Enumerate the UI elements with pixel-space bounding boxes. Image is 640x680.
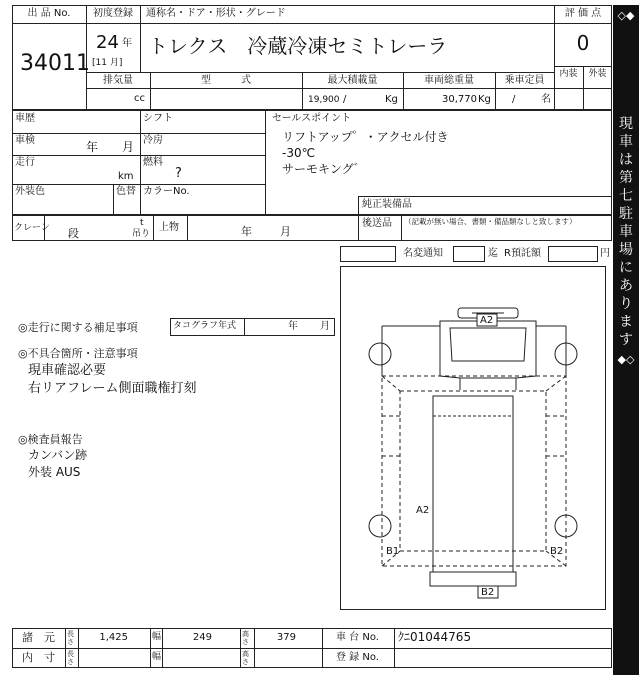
gross-weight-label: 車両総重量 [424,75,474,86]
banner-char: 七 [619,188,633,204]
height-value: 379 [276,632,296,643]
displacement-unit: cc [134,93,145,104]
defect-line: 右リアフレーム側面職権打刻 [28,381,197,396]
displacement-label: 排気量 [103,75,133,86]
max-load-slash: / [343,94,347,105]
inspector-title: ◎検査員報告 [18,433,83,446]
mark-left-wheel: B1 [386,546,400,557]
crane-stage: 段 [68,227,79,240]
interior-dims-label: 内 寸 [22,651,55,664]
dims-label: 諸 元 [22,631,55,644]
defect-line: 現車確認必要 [28,363,107,378]
chassis-label: 車 台 No. [336,632,379,643]
tachograph-label: タコグラフ年式 [173,321,237,331]
sales-point-line: サーモキング゛ [282,162,366,176]
color-code-label: カラーNo. [143,186,190,197]
exterior-score-label: 外装 [588,69,607,79]
banner-char: り [619,296,633,312]
banner-char: あ [619,278,633,294]
truck-diagram-svg [340,266,606,610]
gross-weight-value: 30,770 [442,94,477,105]
name-change-label: 名変通知 [403,248,443,259]
crane-label: クレーン [14,223,50,233]
exterior-color-label: 外装色 [15,186,45,197]
score-value: 0 [576,31,590,55]
ac-label: 冷房 [143,135,163,146]
banner-char: 場 [619,242,633,258]
first-reg-year-unit: 年 [122,38,132,49]
capacity-unit: 名 [541,94,551,105]
vehicle-name-label: 通称名・ドア・形状・グレード [146,8,286,19]
banner-char: 現 [619,116,633,132]
bed-month: 月 [280,225,291,238]
lot-number: 34011 [20,51,90,76]
interior-width-label: 幅 [152,652,162,662]
banner-char: 車 [619,134,633,150]
banner-char: に [619,260,633,276]
max-load-label: 最大積載量 [327,75,378,86]
banner-char: 車 [619,224,633,240]
sales-point-line: -30℃ [282,146,316,160]
yen-label: 円 [600,248,610,259]
inspection-month: 月 [122,140,135,154]
r-deposit-box [548,246,598,262]
banner-top-symbol: ◇◆ [617,9,635,22]
later-shipping-note: （記載が無い場合、書類・備品類なしと致します） [404,217,577,226]
vehicle-name: トレクス 冷蔵冷凍セミトレーラ [148,34,448,58]
lot-label: 出 品 No. [27,8,71,19]
vehicle-diagram [340,266,606,610]
capacity-label: 乗車定員 [504,75,545,86]
interior-length-label: 長さ [67,650,74,666]
capacity-slash: / [512,94,516,105]
bed-year: 年 [241,225,252,238]
mark-rear: B2 [481,587,495,598]
defect-title: ◎不具合箇所・注意事項 [18,347,138,360]
genuine-equipment-label: 純正装備品 [362,199,412,210]
fuel-label: 燃料 [143,157,163,168]
width-label: 幅 [152,632,162,642]
banner-char: ま [619,314,633,330]
max-load-unit: Kg [385,94,398,105]
running-remarks-title: ◎走行に関する補足事項 [18,321,138,334]
mark-right-wheel: B2 [550,546,564,557]
height-label: 高さ [242,630,249,646]
mark-body: A2 [416,505,430,516]
chassis-number: ｸﾆ01044765 [398,630,472,644]
later-shipping-label: 後送品 [362,218,392,229]
bed-label: 上物 [159,222,179,233]
shift-label: シフト [143,113,173,124]
banner-char: 第 [619,170,633,186]
inspector-line: 外装 AUS [28,465,81,479]
location-banner [613,5,639,675]
banner-char: は [619,152,633,168]
max-load-value: 19,900 [308,95,340,105]
interior-height-label: 高さ [242,650,249,666]
first-reg-month: [11 月] [92,58,123,68]
first-reg-year: 24 [96,32,119,53]
name-change-box [453,246,485,262]
sales-point-line: リフトアップ゜・アクセル付き [282,130,449,144]
interior-score-label: 内装 [559,69,578,79]
deadline-label: 迄 [488,248,498,259]
mark-front: A2 [480,315,494,326]
banner-char: す [619,332,633,348]
notice-blank-box [340,246,396,262]
inspector-line: カンバン跡 [28,448,88,462]
crane-lift: 吊り [132,229,151,239]
gross-weight-unit: Kg [478,94,491,105]
r-deposit-label: R預託額 [504,248,541,259]
sales-point-label: セールスポイント [272,113,352,124]
width-value: 249 [192,632,212,643]
score-label: 評 価 点 [564,8,602,19]
mileage-unit: km [118,171,134,182]
registration-label: 登 録 No. [336,652,379,663]
length-label: 長さ [67,630,74,646]
color-change-label: 色替 [116,186,136,197]
inspection-label: 車検 [15,135,35,146]
crane-ton: t [140,218,144,228]
mileage-label: 走行 [15,157,35,168]
tachograph-year: 年 [288,321,298,332]
fuel-value: ? [175,166,182,181]
inspection-year: 年 [86,140,99,154]
length-value: 1,425 [99,632,128,643]
history-label: 車歴 [15,113,35,124]
banner-bottom-symbol: ◆◇ [617,353,635,366]
model-label: 型 式 [201,75,251,86]
first-reg-label: 初度登録 [93,8,133,19]
tachograph-month: 月 [320,321,330,332]
banner-char: 駐 [619,206,633,222]
